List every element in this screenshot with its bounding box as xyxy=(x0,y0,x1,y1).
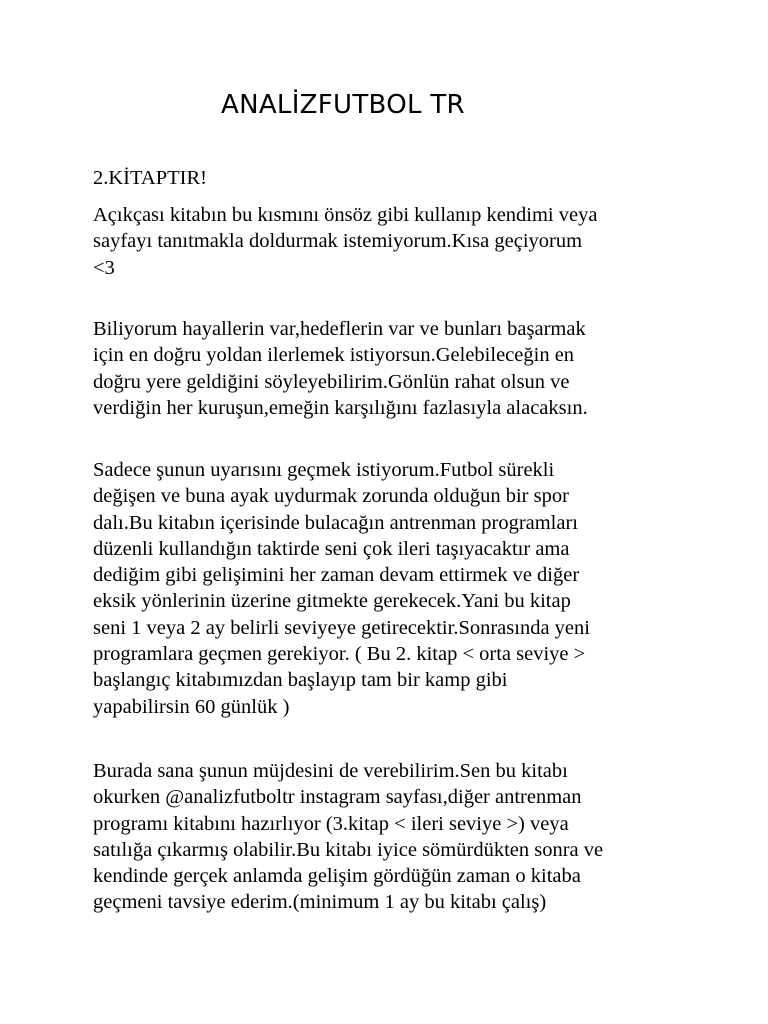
paragraph-line: düzenli kullandığın taktirde seni çok ileri taşıyacaktır ama xyxy=(93,537,570,560)
document-title: ANALİZFUTBOL TR xyxy=(221,90,465,120)
paragraph-line: değişen ve buna ayak uydurmak zorunda olduğun bir spor xyxy=(93,485,569,508)
paragraph-line: <3 xyxy=(93,256,115,279)
paragraph-line: doğru yere geldiğini söyleyebilirim.Gönlün rahat olsun ve xyxy=(93,370,570,393)
paragraph-line: Açıkçası kitabın bu kısmını önsöz gibi kullanıp kendimi veya xyxy=(93,204,598,226)
paragraph-line: programı kitabını hazırlıyor (3.kitap < ileri seviye >) veya xyxy=(93,812,569,835)
paragraph-line: Burada sana şunun müjdesini de verebilirim.Sen bu kitabı xyxy=(93,760,568,782)
paragraph-line: programlara geçmen gerekiyor. ( Bu 2. kitap < orta seviye > xyxy=(93,643,586,666)
paragraph-line: okurken @analizfutboltr instagram sayfası,diğer antrenman xyxy=(93,786,582,809)
paragraph-good-news xyxy=(93,758,693,916)
paragraph-line: Biliyorum hayallerin var,hedeflerin var ve bunları başarmak xyxy=(93,318,586,340)
paragraph-line: dediğim gibi gelişimini her zaman devam ettirmek ve diğer xyxy=(93,564,580,587)
paragraph-line: Sadece şunun uyarısını geçmek istiyorum.Futbol sürekli xyxy=(93,459,555,481)
paragraph-line: seni 1 veya 2 ay belirli seviyeye getirecektir.Sonrasında yeni xyxy=(93,616,590,639)
book-heading: 2.KİTAPTIR! xyxy=(93,167,207,189)
paragraph-line: dalı.Bu kitabın içerisinde bulacağın antrenman programları xyxy=(93,511,579,534)
paragraph-line: satılığa çıkarmış olabilir.Bu kitabı iyice sömürdükten sonra ve xyxy=(93,838,604,861)
paragraph-line: için en doğru yoldan ilerlemek istiyorsun.Gelebileceğin en xyxy=(93,344,575,367)
paragraph-line: sayfayı tanıtmakla doldurmak istemiyorum.Kısa geçiyorum xyxy=(93,230,583,253)
paragraph-line: eksik yönlerinin üzerine gitmekte gerekecek.Yani bu kitap xyxy=(93,590,571,613)
paragraph-warning xyxy=(93,457,693,720)
paragraph-dreams xyxy=(93,316,693,421)
paragraph-line: kendinde gerçek anlamda gelişim gördüğün zaman o kitaba xyxy=(93,865,581,888)
paragraph-line: verdiğin her kuruşun,emeğin karşılığını fazlasıyla alacaksın. xyxy=(93,396,588,419)
paragraph-line: yapabilirsin 60 günlük ) xyxy=(93,695,290,718)
paragraph-line: geçmeni tavsiye ederim.(minimum 1 ay bu kitabı çalış) xyxy=(93,891,547,914)
paragraph-intro xyxy=(93,202,693,281)
paragraph-line: başlangıç kitabımızdan başlayıp tam bir kamp gibi xyxy=(93,669,508,692)
